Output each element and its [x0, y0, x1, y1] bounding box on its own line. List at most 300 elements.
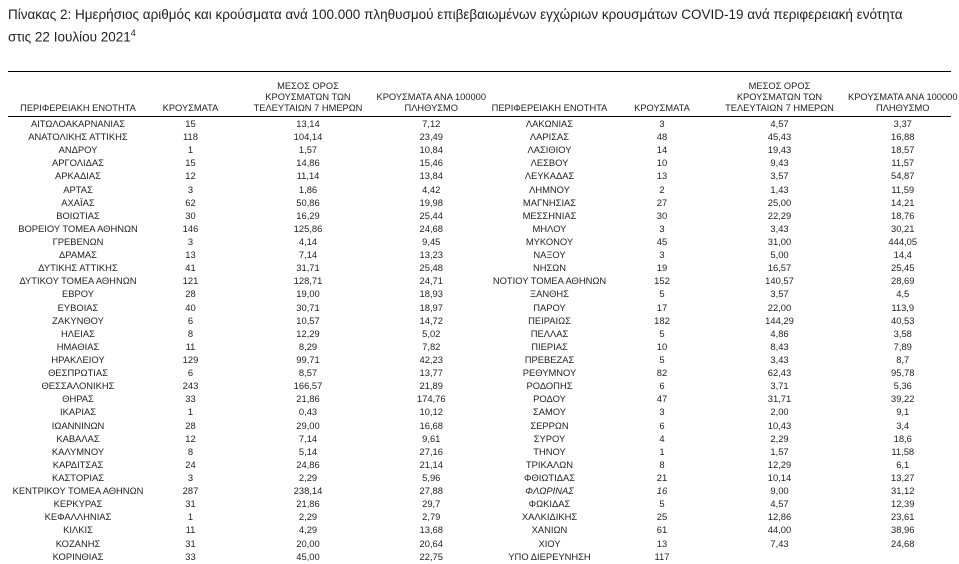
cell-region: ΣΑΜΟΥ: [532, 406, 567, 418]
cell-cases: 27: [656, 196, 668, 208]
table-row: [8, 156, 480, 169]
table-row: [480, 419, 952, 432]
cell-avg7: 10,43: [767, 419, 792, 431]
cell-per100k: 12,39: [891, 498, 915, 510]
cell-cases: 33: [185, 550, 196, 562]
table-row: [480, 445, 952, 458]
document-page: [0, 5, 959, 562]
cell-cases: 1: [187, 144, 194, 156]
table-row: [480, 117, 952, 130]
table-row: [480, 471, 952, 484]
cell-avg7: 45,00: [296, 550, 320, 562]
cell-region: ΘΗΡΑΣ: [62, 393, 94, 405]
cell-cases: 3: [659, 249, 665, 261]
cell-region: ΡΟΔΟΠΗΣ: [526, 380, 573, 392]
table-header-left: [8, 72, 486, 116]
cell-avg7: 29,00: [296, 419, 320, 431]
cell-region: ΙΚΑΡΙΑΣ: [59, 406, 97, 418]
cell-cases: 12: [185, 170, 196, 182]
cell-avg7: 21,86: [296, 393, 320, 405]
cell-region: ΦΘΙΩΤΙΔΑΣ: [523, 471, 576, 483]
cell-per100k: 23,49: [419, 131, 443, 143]
cell-per100k: 15,46: [419, 157, 443, 169]
cell-avg7: 4,57: [770, 498, 789, 510]
cell-region: ΘΕΣΣΑΛΟΝΙΚΗΣ: [41, 380, 115, 392]
cell-per100k: 25,48: [419, 262, 443, 274]
table-row: [480, 183, 952, 196]
cell-cases: 4: [659, 432, 665, 444]
cell-cases: 129: [182, 353, 199, 365]
cell-cases: 5: [659, 353, 665, 365]
cell-avg7: 144,29: [765, 314, 794, 326]
cell-avg7: 31,00: [767, 235, 792, 247]
cell-region: ΕΒΡΟΥ: [61, 288, 94, 300]
cell-avg7: 4,57: [770, 118, 789, 129]
cell-per100k: 444,05: [888, 235, 918, 247]
cell-region: ΙΩΑΝΝΙΝΩΝ: [51, 419, 105, 431]
cell-cases: 45: [656, 235, 668, 247]
table-row: [8, 419, 480, 432]
cell-avg7: 16,29: [296, 209, 320, 221]
table-row: [8, 130, 480, 143]
cell-region: ΤΗΝΟΥ: [533, 445, 566, 457]
cell-cases: 3: [187, 471, 194, 483]
cell-cases: 5: [659, 327, 665, 339]
cell-per100k: 13,23: [419, 249, 443, 261]
cell-cases: 121: [182, 275, 199, 287]
cell-cases: 182: [654, 314, 670, 326]
cell-per100k: 19,98: [419, 196, 443, 208]
cell-per100k: 8,7: [896, 353, 910, 365]
cell-per100k: 20,64: [419, 537, 443, 549]
cell-avg7: 25,00: [767, 196, 792, 208]
cell-avg7: 12,29: [767, 458, 792, 470]
cell-per100k: 3,58: [893, 327, 912, 339]
table-row: [480, 432, 952, 445]
table-row: [8, 379, 480, 392]
column-header-avg7: ΜΕΣΟΣ ΟΡΟΣ ΚΡΟΥΣΜΑΤΩΝ ΤΩΝ ΤΕΛΕΥΤΑΙΩΝ 7 ΗΜΕΡΩΝ: [725, 81, 834, 113]
cell-avg7: 12,29: [296, 327, 320, 339]
table-row: [480, 537, 952, 550]
cell-region: ΠΕΙΡΑΙΩΣ: [528, 314, 571, 326]
table-row: [8, 537, 480, 550]
table-row: [8, 471, 480, 484]
cell-avg7: 8,29: [298, 340, 318, 352]
cell-avg7: 2,29: [298, 511, 318, 523]
cell-region: ΣΕΡΡΩΝ: [530, 419, 569, 431]
cell-cases: 152: [654, 275, 670, 287]
cell-cases: 21: [656, 471, 668, 483]
cell-cases: 118: [183, 131, 198, 143]
cell-avg7: 31,71: [767, 393, 792, 405]
cell-cases: 33: [185, 393, 196, 405]
cell-region: ΠΙΕΡΙΑΣ: [531, 340, 568, 352]
cell-cases: 62: [185, 196, 196, 208]
cell-region: ΤΡΙΚΑΛΩΝ: [525, 458, 574, 470]
table-row: [480, 143, 952, 156]
cell-per100k: 42,23: [419, 353, 443, 365]
cell-per100k: 40,53: [891, 314, 915, 326]
cell-region: ΒΟΙΩΤΙΑΣ: [56, 209, 100, 221]
cell-region: ΑΙΤΩΛΟΑΚΑΡΝΑΝΙΑΣ: [30, 118, 126, 129]
column-header-region: ΠΕΡΙΦΕΡΕΙΑΚΗ ΕΝΟΤΗΤΑ: [491, 103, 608, 113]
covid-cases-table: [8, 71, 958, 564]
cell-per100k: 5,36: [893, 380, 912, 392]
table-row: [480, 222, 952, 235]
cell-cases: 25: [656, 511, 668, 523]
cell-per100k: 7,82: [422, 340, 441, 352]
cell-avg7: 50,86: [296, 196, 320, 208]
cell-per100k: 30,21: [891, 222, 915, 234]
cell-per100k: 29,7: [422, 498, 441, 510]
cell-per100k: 16,88: [891, 131, 915, 143]
cell-per100k: 24,71: [419, 275, 443, 287]
footnote-marker: 4: [130, 28, 136, 38]
cell-per100k: 24,68: [419, 222, 443, 234]
table-row: [8, 143, 480, 156]
cell-region: ΛΗΜΝΟΥ: [529, 183, 570, 195]
cell-region: ΚΑΒΑΛΑΣ: [56, 432, 100, 444]
cell-per100k: 14,4: [893, 249, 912, 261]
cell-per100k: 14,21: [891, 196, 915, 208]
cell-cases: 8: [187, 327, 194, 339]
cell-per100k: 11,57: [891, 157, 915, 169]
cell-per100k: 21,89: [419, 380, 443, 392]
cell-cases: 16: [656, 485, 668, 497]
table-body-left: [8, 117, 480, 564]
cell-avg7: 10,14: [767, 471, 792, 483]
table-row: [8, 327, 480, 340]
cell-avg7: 0,43: [298, 406, 318, 418]
cell-cases: 1: [187, 511, 194, 523]
cell-cases: 48: [656, 131, 668, 143]
cell-per100k: 95,78: [891, 367, 915, 379]
cell-avg7: 45,43: [767, 131, 792, 143]
cell-avg7: 62,43: [767, 367, 792, 379]
cell-per100k: 14,72: [419, 314, 443, 326]
cell-per100k: 18,6: [893, 432, 912, 444]
cell-avg7: 3,43: [770, 222, 789, 234]
cell-per100k: 11,58: [891, 445, 915, 457]
cell-cases: 3: [659, 222, 665, 234]
cell-per100k: 54,87: [891, 170, 915, 182]
column-header-cases: ΚΡΟΥΣΜΑΤΑ: [162, 103, 219, 113]
cell-avg7: 2,29: [298, 471, 318, 483]
cell-cases: 40: [185, 301, 196, 313]
cell-avg7: 13,14: [296, 118, 320, 129]
cell-avg7: 125,86: [293, 222, 323, 234]
table-row: [480, 209, 952, 222]
cell-avg7: 140,57: [765, 275, 794, 287]
cell-cases: 13: [656, 537, 668, 549]
table-row: [8, 209, 480, 222]
cell-avg7: 12,86: [767, 511, 792, 523]
table-row: [480, 274, 952, 287]
cell-region: ΑΧΑΪΑΣ: [61, 196, 95, 208]
table-row: [480, 156, 952, 169]
cell-per100k: 113,9: [891, 301, 915, 313]
cell-region: ΗΡΑΚΛΕΙΟΥ: [51, 353, 105, 365]
cell-avg7: 9,00: [770, 485, 789, 497]
cell-cases: 31: [185, 498, 196, 510]
cell-per100k: 27,16: [419, 445, 443, 457]
cell-per100k: 5,96: [422, 471, 441, 483]
cell-cases: 117: [654, 550, 670, 562]
cell-region: ΛΕΣΒΟΥ: [530, 157, 569, 169]
table-row: [480, 484, 952, 497]
cell-region: ΜΥΚΟΝΟΥ: [525, 235, 574, 247]
table-row: [8, 274, 480, 287]
cell-per100k: 4,42: [422, 183, 441, 195]
cell-per100k: 174,76: [416, 393, 446, 405]
cell-avg7: 7,14: [298, 249, 318, 261]
cell-region: ΜΗΛΟΥ: [532, 222, 567, 234]
cell-avg7: 4,86: [770, 327, 789, 339]
cell-avg7: 14,86: [296, 157, 320, 169]
cell-region: ΘΕΣΠΡΩΤΙΑΣ: [48, 367, 108, 379]
table-row: [8, 196, 480, 209]
cell-avg7: 3,57: [770, 288, 789, 300]
cell-per100k: 18,76: [891, 209, 915, 221]
cell-region: ΔΥΤΙΚΟΥ ΤΟΜΕΑ ΑΘΗΝΩΝ: [19, 275, 137, 287]
cell-region: ΣΥΡΟΥ: [533, 432, 566, 444]
table-row: [480, 340, 952, 353]
table-row: [8, 235, 480, 248]
table-row: [8, 432, 480, 445]
cell-per100k: 13,68: [419, 524, 443, 536]
cell-region: ΜΑΓΝΗΣΙΑΣ: [522, 196, 577, 208]
cell-avg7: 1,57: [298, 144, 318, 156]
cell-cases: 82: [656, 367, 668, 379]
cell-cases: 3: [187, 183, 194, 195]
cell-per100k: 28,69: [891, 275, 915, 287]
cell-avg7: 24,86: [296, 458, 320, 470]
cell-region: ΡΟΔΟΥ: [533, 393, 566, 405]
cell-per100k: 25,45: [891, 262, 915, 274]
cell-avg7: 4,29: [298, 524, 318, 536]
cell-per100k: 7,89: [893, 340, 912, 352]
cell-cases: 10: [656, 340, 668, 352]
cell-avg7: 5,00: [770, 249, 789, 261]
cell-avg7: 8,43: [770, 340, 789, 352]
cell-per100k: 13,84: [419, 170, 443, 182]
column-header-cases: ΚΡΟΥΣΜΑΤΑ: [634, 103, 690, 113]
cell-region: ΧΙΟΥ: [538, 537, 561, 549]
cell-avg7: 5,14: [298, 445, 318, 457]
table-caption: [8, 5, 918, 47]
table-row: [480, 130, 952, 143]
cell-region: ΥΠΟ ΔΙΕΡΕΥΝΗΣΗ: [508, 550, 591, 562]
cell-cases: 8: [187, 445, 194, 457]
cell-cases: 5: [659, 288, 665, 300]
table-header: [8, 72, 958, 117]
table-row: [8, 169, 480, 182]
cell-cases: 31: [185, 537, 196, 549]
cell-avg7: 99,71: [296, 353, 320, 365]
table-row: [8, 366, 480, 379]
column-header-region: ΠΕΡΙΦΕΡΕΙΑΚΗ ΕΝΟΤΗΤΑ: [20, 103, 136, 113]
table-row: [480, 261, 952, 274]
cell-region: ΝΑΞΟΥ: [533, 249, 566, 261]
cell-avg7: 30,71: [296, 301, 320, 313]
cell-region: ΞΑΝΘΗΣ: [530, 288, 569, 300]
cell-avg7: 2,29: [770, 432, 789, 444]
table-body: [8, 117, 951, 564]
table-row: [480, 235, 952, 248]
cell-region: ΑΡΚΑΔΙΑΣ: [55, 170, 101, 182]
cell-per100k: 6,1: [896, 458, 910, 470]
cell-avg7: 3,71: [770, 380, 789, 392]
table-row: [8, 353, 480, 366]
cell-avg7: 238,14: [293, 485, 323, 497]
cell-cases: 11: [185, 524, 196, 536]
cell-cases: 6: [187, 314, 194, 326]
cell-cases: 6: [187, 367, 194, 379]
cell-region: ΖΑΚΥΝΘΟΥ: [52, 314, 104, 326]
cell-cases: 10: [656, 157, 668, 169]
cell-avg7: 44,00: [767, 524, 792, 536]
cell-per100k: 7,12: [422, 118, 441, 129]
cell-region: ΚΕΦΑΛΛΗΝΙΑΣ: [44, 511, 112, 523]
cell-avg7: 1,43: [770, 183, 789, 195]
table-row: [480, 196, 952, 209]
table-row: [480, 550, 952, 563]
cell-per100k: 13,27: [891, 471, 915, 483]
cell-region: ΛΕΥΚΑΔΑΣ: [524, 170, 575, 182]
table-row: [8, 340, 480, 353]
cell-per100k: 31,12: [891, 485, 915, 497]
cell-avg7: 8,57: [298, 367, 318, 379]
table-row: [8, 550, 480, 563]
table-row: [8, 222, 480, 235]
cell-avg7: 19,43: [767, 144, 792, 156]
cell-region: ΝΗΣΩΝ: [532, 262, 567, 274]
table-row: [480, 248, 952, 261]
table-row: [480, 366, 952, 379]
cell-cases: 3: [659, 118, 665, 129]
cell-cases: 1: [659, 445, 665, 457]
table-row: [8, 314, 480, 327]
cell-avg7: 104,14: [293, 131, 323, 143]
table-row: [8, 287, 480, 300]
table-row: [8, 392, 480, 405]
cell-region: ΑΡΤΑΣ: [63, 183, 93, 195]
cell-avg7: 22,29: [767, 209, 792, 221]
cell-cases: 287: [182, 485, 199, 497]
cell-avg7: 21,86: [296, 498, 320, 510]
cell-cases: 17: [656, 301, 668, 313]
table-row: [480, 379, 952, 392]
cell-per100k: 11,59: [891, 183, 915, 195]
table-row: [8, 445, 480, 458]
cell-per100k: 24,68: [891, 537, 915, 549]
cell-per100k: 18,57: [891, 144, 915, 156]
cell-region: ΚΟΡΙΝΘΙΑΣ: [52, 550, 104, 562]
cell-cases: 41: [185, 262, 196, 274]
table-body-right: [480, 117, 952, 564]
cell-avg7: 1,57: [770, 445, 789, 457]
cell-region: ΕΥΒΟΙΑΣ: [57, 301, 99, 313]
cell-cases: 30: [656, 209, 668, 221]
table-row: [8, 248, 480, 261]
cell-per100k: 18,97: [419, 301, 443, 313]
cell-avg7: 11,14: [296, 170, 320, 182]
cell-region: ΔΡΑΜΑΣ: [59, 249, 97, 261]
table-row: [8, 301, 480, 314]
table-row: [8, 458, 480, 471]
cell-cases: 8: [659, 458, 665, 470]
cell-per100k: 9,61: [422, 432, 441, 444]
table-row: [8, 484, 480, 497]
cell-cases: 28: [185, 288, 196, 300]
cell-cases: 13: [656, 170, 668, 182]
table-row: [480, 458, 952, 471]
table-row: [480, 392, 952, 405]
cell-region: ΛΑΣΙΘΙΟΥ: [527, 144, 572, 156]
cell-per100k: 3,37: [893, 118, 912, 129]
cell-region: ΑΡΓΟΛΙΔΑΣ: [52, 157, 104, 169]
cell-avg7: [705, 550, 855, 563]
cell-cases: 3: [659, 406, 665, 418]
cell-region: ΚΕΡΚΥΡΑΣ: [53, 498, 103, 510]
cell-per100k: 27,88: [419, 485, 443, 497]
cell-region: ΒΟΡΕΙΟΥ ΤΟΜΕΑ ΑΘΗΝΩΝ: [18, 222, 138, 234]
cell-region: ΜΕΣΣΗΝΙΑΣ: [522, 209, 577, 221]
cell-region: ΗΛΕΙΑΣ: [61, 327, 95, 339]
table-header-right: [480, 72, 958, 116]
cell-cases: 6: [659, 419, 665, 431]
cell-region: ΡΕΘΥΜΝΟΥ: [522, 367, 577, 379]
cell-cases: 13: [185, 249, 196, 261]
cell-region: ΑΝΑΤΟΛΙΚΗΣ ΑΤΤΙΚΗΣ: [28, 131, 128, 143]
cell-avg7: 7,14: [298, 432, 318, 444]
table-caption-text: Πίνακας 2: Ημερήσιος αριθμός και κρούσματα ανά 100.000 πληθυσμού επιβεβαιωμένων εγχώριων κρουσμάτων COVID-19 ανά περιφερειακή ενότητα στις 22 Ιουλίου 2021: [8, 7, 903, 45]
cell-per100k: 9,1: [896, 406, 910, 418]
cell-avg7: 3,43: [770, 353, 789, 365]
cell-region: ΝΟΤΙΟΥ ΤΟΜΕΑ ΑΘΗΝΩΝ: [492, 275, 607, 287]
cell-cases: 14: [656, 144, 668, 156]
cell-per100k: 22,75: [419, 550, 443, 562]
cell-cases: 15: [185, 157, 196, 169]
column-header-per100k: ΚΡΟΥΣΜΑΤΑ ΑΝΑ 100000 ΠΛΗΘΥΣΜΟ: [376, 92, 486, 113]
table-row: [480, 523, 952, 536]
column-header-per100k: ΚΡΟΥΣΜΑΤΑ ΑΝΑ 100000 ΠΛΗΘΥΣΜΟ: [848, 92, 958, 113]
cell-avg7: 1,86: [298, 183, 318, 195]
cell-avg7: 16,57: [767, 262, 792, 274]
table-row: [480, 353, 952, 366]
cell-cases: 3: [187, 235, 194, 247]
cell-avg7: 2,00: [770, 406, 789, 418]
cell-per100k: 23,61: [891, 511, 915, 523]
cell-region: ΛΑΚΩΝΙΑΣ: [525, 118, 574, 129]
cell-region: ΠΡΕΒΕΖΑΣ: [524, 353, 575, 365]
cell-avg7: 9,43: [770, 157, 789, 169]
cell-cases: 19: [656, 262, 668, 274]
table-row: [480, 301, 952, 314]
cell-region: ΚΙΛΚΙΣ: [63, 524, 93, 536]
cell-region: ΔΥΤΙΚΗΣ ΑΤΤΙΚΗΣ: [38, 262, 118, 274]
cell-region: ΑΝΔΡΟΥ: [58, 144, 98, 156]
table-row: [480, 327, 952, 340]
cell-cases: 5: [659, 498, 665, 510]
cell-per100k: 18,93: [419, 288, 443, 300]
cell-cases: 47: [656, 393, 668, 405]
table-row: [8, 261, 480, 274]
cell-avg7: 166,57: [293, 380, 323, 392]
cell-per100k: 39,22: [891, 393, 915, 405]
cell-cases: 146: [182, 222, 199, 234]
cell-avg7: 3,57: [770, 170, 789, 182]
